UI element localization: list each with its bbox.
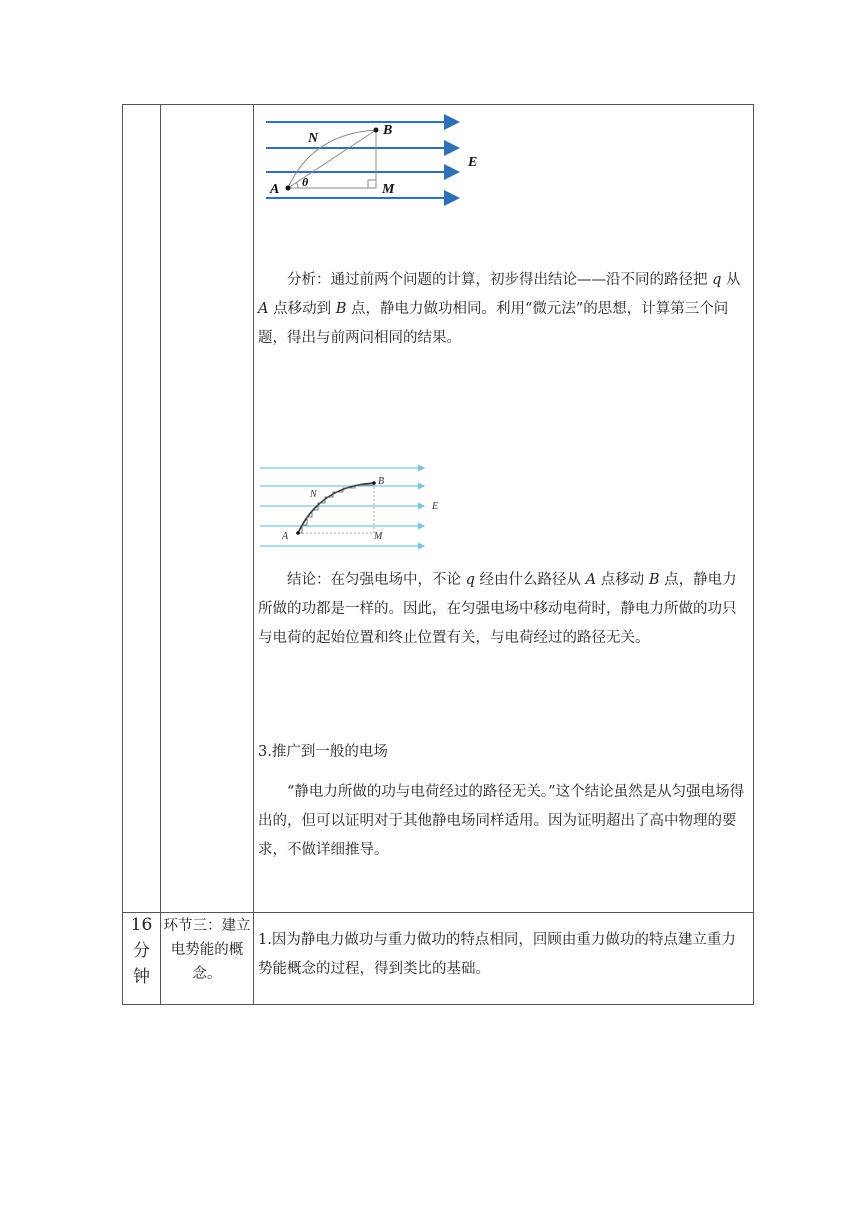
row-divider bbox=[122, 912, 754, 913]
section3-heading: 3.推广到一般的电场 bbox=[258, 744, 388, 760]
analysis-mid1: 从 bbox=[726, 272, 741, 288]
var-b: B bbox=[335, 301, 347, 317]
table-left-border bbox=[122, 104, 123, 1005]
time-number: 16 bbox=[130, 915, 153, 935]
var-a: A bbox=[258, 301, 269, 317]
field-diagram-1 bbox=[262, 112, 492, 208]
var-b: B bbox=[648, 572, 660, 588]
label-b: B bbox=[378, 476, 385, 487]
conclusion-mid2: 点移动 bbox=[600, 572, 645, 588]
label-m: M bbox=[382, 182, 395, 197]
analysis-paragraph bbox=[258, 266, 750, 353]
analysis-suffix: 点，静电力做功相同。利用“微元法”的思想，计算第三个问题，得出与前两问相同的结果。 bbox=[258, 301, 729, 346]
table-right-border bbox=[753, 104, 754, 1005]
label-e: E bbox=[468, 155, 478, 170]
row2-content: 1.因为静电力做功与重力做功的特点相同，回顾由重力做功的特点建立重力势能概念的过程，得到类比的基础。 bbox=[258, 932, 736, 977]
label-a: A bbox=[282, 531, 289, 542]
section3-body: “静电力所做的功与电荷经过的路径无关。”这个结论虽然是从匀强电场得出的，但可以证明对于其他静电场同样适用。因为证明超出了高中物理的要求，不做详细推导。 bbox=[258, 784, 745, 858]
point-a bbox=[286, 186, 291, 191]
conclusion-mid1: 经由什么路径从 bbox=[479, 572, 582, 588]
label-a: A bbox=[270, 182, 280, 197]
label-n: N bbox=[310, 489, 317, 500]
analysis-mid2: 点移动到 bbox=[273, 301, 332, 317]
table-bottom-border bbox=[122, 1004, 754, 1005]
field-diagram-2 bbox=[258, 462, 448, 552]
label-b: B bbox=[383, 123, 393, 138]
conclusion-prefix: 结论：在匀强电场中，不论 bbox=[287, 572, 461, 588]
conclusion-suffix: 点，静电力所做的功都是一样的。因此，在匀强电场中移动电荷时，静电力所做的功只与电荷的起始位置和终止位置有关，与电荷经过的路径无关。 bbox=[258, 572, 737, 646]
point-a bbox=[296, 531, 300, 535]
col-divider-2 bbox=[253, 104, 254, 1005]
time-cell bbox=[124, 912, 159, 990]
label-m: M bbox=[374, 531, 383, 542]
time-unit-2: 钟 bbox=[133, 967, 150, 987]
point-b bbox=[374, 128, 379, 133]
lesson-table bbox=[122, 104, 754, 1005]
var-a: A bbox=[585, 572, 597, 588]
col-divider-1 bbox=[160, 104, 161, 1005]
right-angle-mark bbox=[368, 180, 376, 188]
label-theta: θ bbox=[302, 175, 309, 189]
point-b bbox=[372, 481, 376, 485]
var-q: q bbox=[465, 572, 475, 588]
analysis-prefix: 分析：通过前两个问题的计算，初步得出结论——沿不同的路径把 bbox=[287, 272, 708, 288]
label-e: E bbox=[432, 501, 439, 512]
table-top-border bbox=[122, 104, 754, 105]
var-q: q bbox=[712, 272, 722, 288]
conclusion-paragraph bbox=[258, 566, 750, 653]
label-n: N bbox=[308, 131, 319, 146]
step-cell: 环节三：建立电势能的概念。 bbox=[163, 918, 251, 982]
angle-arc bbox=[296, 182, 298, 188]
time-unit-1: 分 bbox=[133, 941, 150, 961]
